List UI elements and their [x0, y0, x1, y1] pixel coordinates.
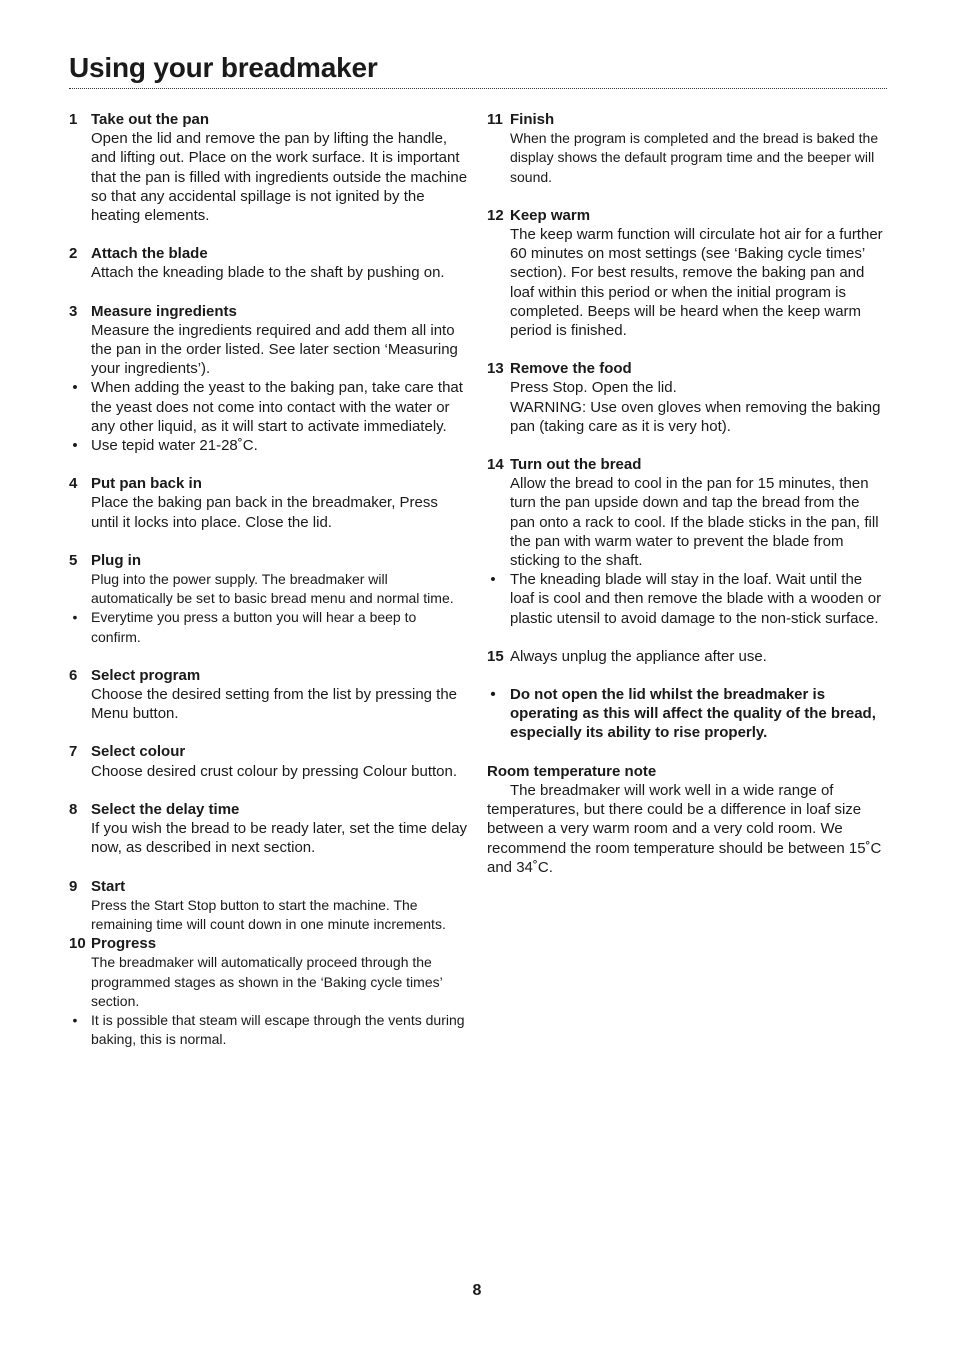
step-3 — [69, 302, 469, 456]
step-body: Plug into the power supply. The breadmaker will automatically be set to basic bread menu and normal time. — [91, 571, 454, 607]
step-number: 12 — [487, 206, 504, 224]
step-title: Measure ingredients — [91, 302, 237, 320]
step-number: 9 — [69, 877, 78, 895]
step-title: Select the delay time — [91, 800, 240, 818]
step-body: The breadmaker will automatically proceed through the programmed stages as shown in the ‘Baking cycle times’ section. — [91, 954, 443, 1009]
step-title: Take out the pan — [91, 111, 210, 128]
bullet-icon: • — [72, 379, 78, 397]
step-body: Allow the bread to cool in the pan for 15 minutes, then turn the pan upside down and tap the bread from the pan onto a rack to cool. If the blade sticks in the pan, fill the pan with warm water to prevent the blade from sticking to the shaft. — [510, 475, 879, 570]
step-heading — [487, 110, 887, 129]
step-body: When the program is completed and the bread is baked the display shows the default program time and the beeper will sound. — [510, 130, 879, 185]
step-title: Plug in — [91, 551, 141, 569]
bullet-item — [69, 436, 469, 455]
step-heading — [69, 474, 469, 493]
bullet-text: Everytime you press a button you will hear a beep to confirm. — [91, 609, 417, 645]
warning-text: Do not open the lid whilst the breadmaker is operating as this will affect the quality of the bread, especially its ability to rise properly. — [510, 686, 876, 742]
step-heading — [69, 934, 469, 953]
step-body: Measure the ingredients required and add them all into the pan in the order listed. See later section ‘Measuring your ingredients’). — [91, 321, 458, 378]
bullet-item — [487, 685, 887, 743]
step-body — [487, 647, 887, 666]
step-14 — [487, 455, 887, 628]
step-body: Choose the desired setting from the list by pressing the Menu button. — [91, 686, 458, 723]
step-11 — [487, 110, 887, 187]
step-number: 11 — [487, 111, 503, 128]
step-body: Press Stop. Open the lid. — [510, 379, 677, 397]
note-heading: Room temperature note — [487, 762, 657, 780]
step-heading — [69, 244, 469, 263]
step-title: Turn out the bread — [510, 456, 642, 474]
bullet-text: Use tepid water 21-28˚C. — [91, 437, 258, 455]
step-15 — [487, 647, 887, 666]
step-number: 8 — [69, 800, 78, 818]
step-number: 3 — [69, 302, 78, 320]
step-number: 10 — [69, 935, 86, 953]
step-text: Always unplug the appliance after use. — [510, 647, 767, 665]
note-body: The breadmaker will work well in a wide range of temperatures, but there could be a difference in loaf size between a very warm room and a very cold room. We recommend the room temperature should be between 15˚C and 34˚C. — [487, 781, 882, 876]
step-body: Press the Start Stop button to start the machine. The remaining time will count down in one minute increments. — [91, 896, 446, 932]
step-heading — [69, 742, 469, 761]
step-body: The keep warm function will circulate hot air for a further 60 minutes on most settings (see ‘Baking cycle times’ section). For best results, remove the baking pan and loaf within this period or when the initial program is completed. Beeps will be heard when the keep warm period is finished. — [510, 226, 883, 340]
bullet-item — [487, 570, 887, 628]
room-temperature-note — [487, 762, 887, 877]
step-title: Progress — [91, 935, 157, 953]
step-title: Attach the blade — [91, 245, 208, 263]
step-heading — [487, 455, 887, 474]
step-number: 5 — [69, 551, 78, 569]
step-heading — [69, 666, 469, 685]
step-number: 13 — [487, 360, 504, 378]
step-8 — [69, 800, 469, 858]
step-5 — [69, 551, 469, 647]
step-body: Open the lid and remove the pan by lifting the handle, and lifting out. Place on the work surface. It is important that the pan is filled with ingredients outside the machine so that any accidental spillage is not ignited by the heating elements. — [91, 130, 468, 225]
step-heading — [487, 206, 887, 225]
bullet-icon: • — [72, 437, 78, 455]
step-heading — [69, 800, 469, 819]
step-title: Put pan back in — [91, 475, 202, 493]
step-body: If you wish the bread to be ready later, set the time delay now, as described in next section. — [91, 820, 468, 857]
step-2 — [69, 244, 469, 282]
page-number: 8 — [472, 1282, 482, 1299]
step-title: Start — [91, 877, 126, 895]
step-number: 1 — [69, 111, 78, 128]
bullet-item — [69, 378, 469, 436]
step-heading — [69, 551, 469, 570]
step-number: 15 — [487, 647, 504, 665]
title-divider — [69, 88, 887, 89]
bullet-text: When adding the yeast to the baking pan, take care that the yeast does not come into contact with the water or any other liquid, as it will start to activate immediately. — [91, 379, 463, 435]
step-title: Remove the food — [510, 360, 632, 378]
step-title: Select program — [91, 666, 201, 684]
step-warning: WARNING: Use oven gloves when removing the baking pan (taking care as it is very hot). — [510, 398, 881, 435]
bullet-text: It is possible that steam will escape through the vents during baking, this is normal. — [91, 1011, 465, 1048]
left-column — [69, 110, 469, 1068]
bullet-item — [69, 1011, 469, 1049]
bullet-icon: • — [490, 571, 496, 589]
step-body: Choose desired crust colour by pressing Colour button. — [91, 762, 458, 780]
bullet-icon: • — [490, 686, 496, 704]
step-heading — [69, 302, 469, 321]
step-heading — [487, 359, 887, 378]
step-4 — [69, 474, 469, 532]
step-6 — [69, 666, 469, 724]
step-title: Finish — [510, 111, 555, 128]
step-13 — [487, 359, 887, 436]
step-title: Select colour — [91, 743, 186, 761]
step-heading — [69, 877, 469, 896]
step-number: 4 — [69, 475, 78, 493]
step-title: Keep warm — [510, 206, 591, 224]
step-body: Attach the kneading blade to the shaft by pushing on. — [91, 264, 445, 282]
warning-note — [487, 685, 887, 743]
step-number: 6 — [69, 666, 78, 684]
page-title: Using your breadmaker — [69, 52, 378, 83]
step-number: 7 — [69, 743, 78, 761]
right-column — [487, 110, 887, 896]
step-1 — [69, 110, 469, 225]
step-12 — [487, 206, 887, 340]
step-number: 2 — [69, 245, 78, 263]
step-body: Place the baking pan back in the breadmaker, Press until it locks into place. Close the lid. — [91, 494, 438, 531]
bullet-item — [69, 608, 469, 646]
step-10 — [69, 934, 469, 1049]
bullet-icon: • — [72, 1011, 78, 1028]
step-heading — [69, 110, 469, 129]
step-number: 14 — [487, 456, 504, 474]
step-7 — [69, 742, 469, 780]
step-9 — [69, 877, 469, 935]
bullet-text: The kneading blade will stay in the loaf. Wait until the loaf is cool and then remove the blade with a wooden or plastic utensil to avoid damage to the non-stick surface. — [510, 571, 882, 627]
bullet-icon: • — [72, 609, 78, 626]
